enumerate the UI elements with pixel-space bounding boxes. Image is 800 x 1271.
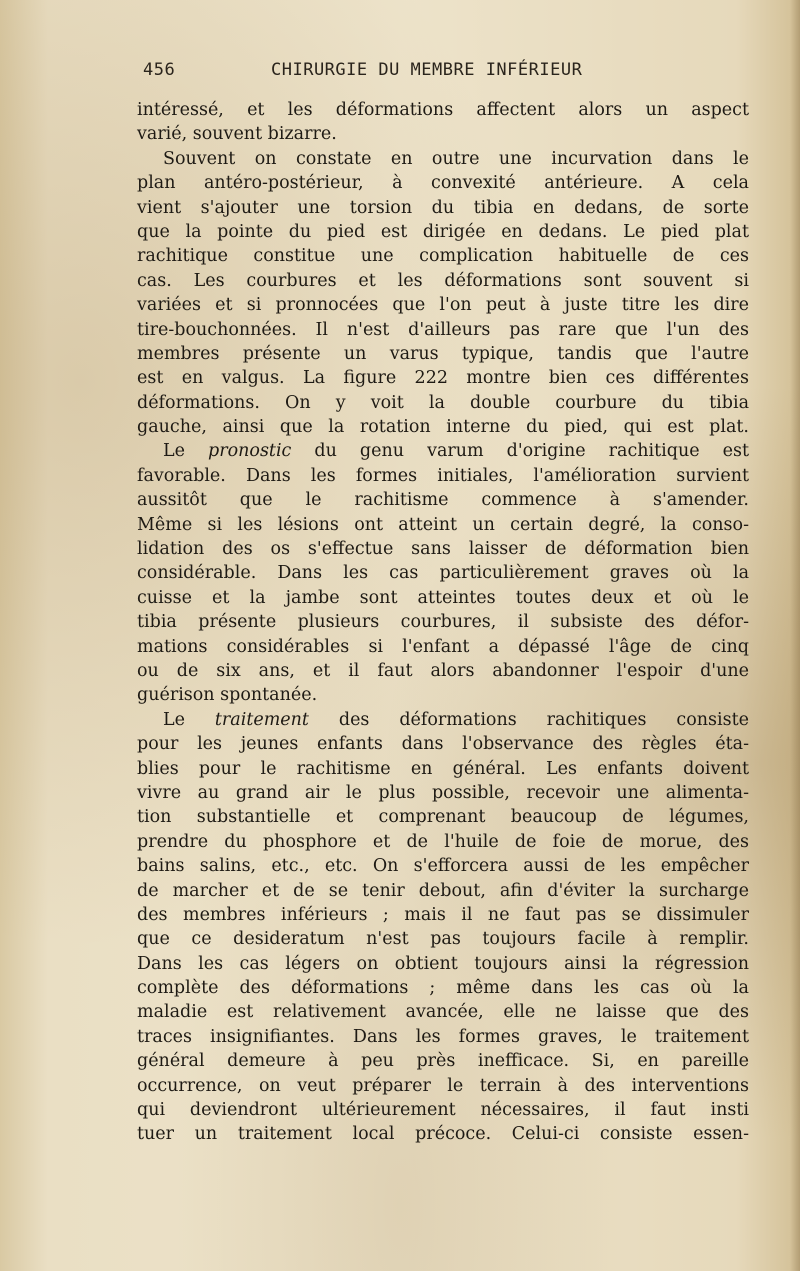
text-run: des déformations rachitiques consiste [308,709,749,730]
text-line: traces insignifiantes. Dans les formes graves, le traitement [137,1026,749,1047]
text-line: membres présente un varus typique, tandis que l'autre [137,343,749,364]
text-line: vivre au grand air le plus possible, recevoir une alimenta- [137,782,749,803]
text-line: complète des déformations ; même dans les cas où la [137,978,749,999]
text-line: de marcher et de se tenir debout, afin d'éviter la surcharge [137,880,749,901]
text-run: Le [163,441,209,462]
text-line: Même si les lésions ont atteint un certain degré, la conso- [137,514,749,535]
text-line: vient s'ajouter une torsion du tibia en dedans, de sorte [137,197,749,218]
text-line: Dans les cas légers on obtient toujours ainsi la régression [137,953,749,974]
text-line: prendre du phosphore et de l'huile de foie de morue, des [137,831,749,852]
text-line: tuer un traitement local précoce. Celui-ci consiste essen- [137,1124,749,1145]
text-line: tibia présente plusieurs courbures, il subsiste des défor- [137,612,749,633]
text-line: bains salins, etc., etc. On s'efforcera aussi de les empêcher [137,856,749,877]
text-line: général demeure à peu près inefficace. Si, en pareille [137,1051,749,1072]
text-line: cas. Les courbures et les déformations sont souvent si [137,270,749,291]
text-line: intéressé, et les déformations affectent alors un aspect [137,100,749,120]
text-line: tire-bouchonnées. Il n'est d'ailleurs pas rare que l'un des [137,319,749,340]
text-line [137,439,749,463]
text-line: rachitique constitue une complication habituelle de ces [137,246,749,267]
text-run: du genu varum d'origine rachitique est [291,441,749,462]
text-line: des membres inférieurs ; mais il ne faut pas se dissimuler [137,904,749,925]
text-line: ou de six ans, et il faut alors abandonner l'espoir d'une [137,660,749,681]
text-line: gauche, ainsi que la rotation interne du pied, qui est plat. [137,417,749,438]
text-line: varié, souvent bizarre. [137,124,337,145]
text-line: aussitôt que le rachitisme commence à s'amender. [137,490,749,511]
text-line: lidation des os s'effectue sans laisser de déformation bien [137,539,749,560]
text-line: Souvent on constate en outre une incurvation dans le [163,148,749,169]
text-line: cuisse et la jambe sont atteintes toutes deux et où le [137,587,749,608]
text-line: plan antéro-postérieur, à convexité antérieure. A cela [137,173,749,194]
text-run: Le [163,709,215,730]
text-line: qui deviendront ultérieurement nécessaires, il faut insti [137,1100,749,1121]
text-line: déformations. On y voit la double courbure du tibia [137,392,749,413]
text-line: est en valgus. La figure 222 montre bien ces différentes [137,368,749,389]
page-number: 456 [143,60,176,80]
italic-term-traitement: traitement [214,709,309,730]
running-header [143,60,783,86]
text-line: guérison spontanée. [137,685,318,706]
text-line [137,708,749,732]
text-line: occurrence, on veut préparer le terrain à des interventions [137,1075,749,1096]
text-line: que ce desideratum n'est pas toujours facile à remplir. [137,929,749,950]
text-line: pour les jeunes enfants dans l'observance des règles éta- [137,734,749,755]
text-line: tion substantielle et comprenant beaucoup de légumes, [137,807,749,828]
text-line: mations considérables si l'enfant a dépassé l'âge de cinq [137,636,749,657]
body-text [137,98,749,1147]
page-edge-shadow [790,0,800,1271]
text-line: blies pour le rachitisme en général. Les enfants doivent [137,758,749,779]
text-line: considérable. Dans les cas particulièrement graves où la [137,563,749,584]
text-line: variées et si pronnocées que l'on peut à juste titre les dire [137,295,749,316]
text-line: maladie est relativement avancée, elle ne laisse que des [137,1002,749,1023]
text-line: que la pointe du pied est dirigée en dedans. Le pied plat [137,221,749,242]
italic-term-pronostic: pronostic [208,441,292,462]
running-title: CHIRURGIE DU MEMBRE INFÉRIEUR [271,60,583,80]
text-line: favorable. Dans les formes initiales, l'amélioration survient [137,465,749,486]
